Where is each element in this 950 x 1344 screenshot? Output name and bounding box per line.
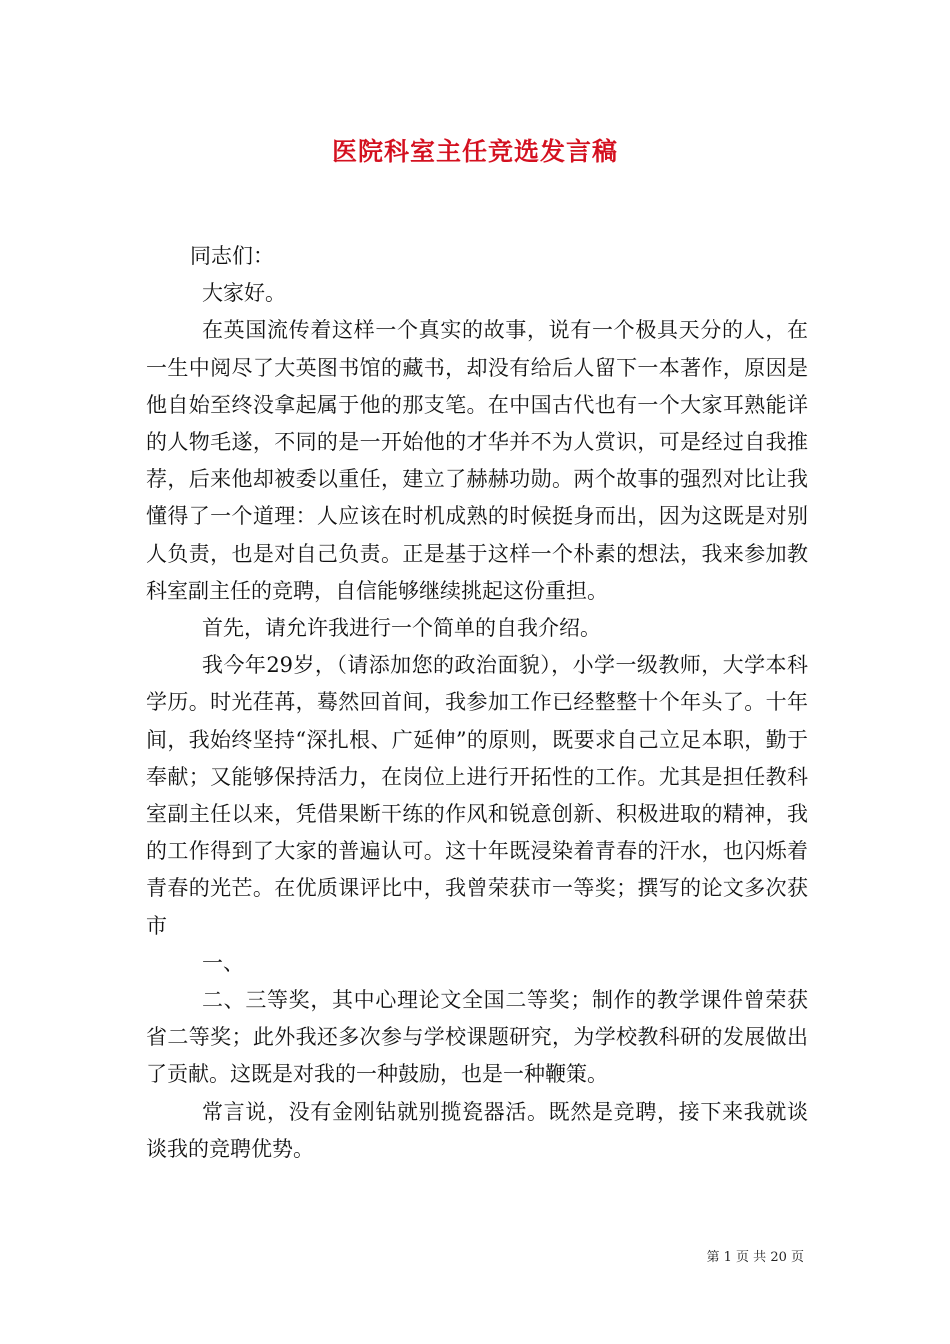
paragraph-intro: 首先，请允许我进行一个简单的自我介绍。: [202, 616, 601, 641]
page-number: 第 1 页 共 20 页: [706, 1250, 804, 1265]
paragraph-story: 在英国流传着这样一个真实的故事，说有一个极具天分的人，在一生中阅尽了大英图书馆的藏书，却没有给后人留下一本著作，原因是他自始至终没拿起属于他的那支笔。在中国古代也有一个大家耳熟能详的人物毛遂，不同的是一开始他的才华并不为人赏识，可是经过自我推荐，后来他却被委以重任，建立了赫赫功勋。两个故事的强烈对比让我懂得了一个道理：人应该在时机成熟的时候挺身而出，因为这既是对别人负责，也是对自己负责。正是基于这样一个朴素的想法，我来参加教科室副主任的竞聘，自信能够继续挑起这份重担。: [146, 318, 808, 603]
greeting: 大家好。: [202, 281, 286, 306]
paragraph-self-intro: 我今年29岁，（请添加您的政治面貌），小学一级教师，大学本科学历。时光荏苒，蓦然回首间，我参加工作已经整整十个年头了。十年间，我始终坚持“深扎根、广延伸”的原则，既要求自己立足本职，勤于奉献；又能够保持活力，在岗位上进行开拓性的工作。尤其是担任教科室副主任以来，凭借果断干练的作风和锐意创新、积极进取的精神，我的工作得到了大家的普遍认可。这十年既浸染着青春的汗水，也闪烁着青春的光芒。在优质课评比中，我曾荣获市一等奖；撰写的论文多次获市: [146, 653, 808, 938]
document-title: 医院科室主任竞选发言稿: [331, 137, 618, 166]
paragraph-list-marker: 一、: [202, 950, 244, 975]
paragraph-advantages: 常言说，没有金刚钻就别揽瓷器活。既然是竞聘，接下来我就谈谈我的竞聘优势。: [146, 1099, 808, 1161]
salutation: 同志们：: [190, 244, 274, 268]
document-body: [146, 238, 808, 1168]
paragraph-awards: 二、三等奖，其中心理论文全国二等奖；制作的教学课件曾荣获省二等奖；此外我还多次参与学校课题研究，为学校教科研的发展做出了贡献。这既是对我的一种鼓励，也是一种鞭策。: [146, 988, 808, 1087]
